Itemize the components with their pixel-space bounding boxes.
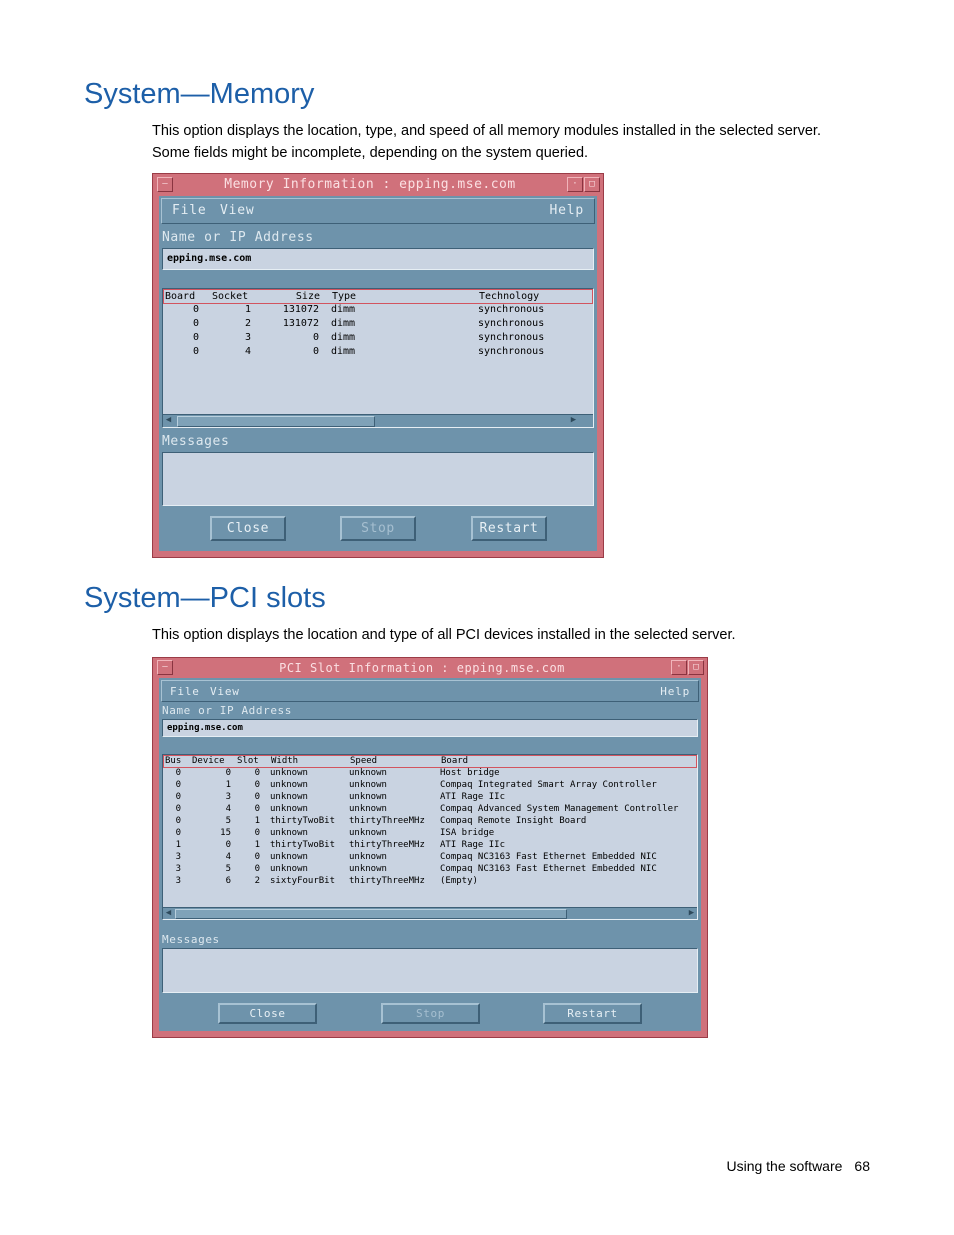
col-socket: Socket <box>212 291 249 302</box>
table-row[interactable] <box>163 768 697 780</box>
table-cell: 0 <box>254 804 260 814</box>
table-cell: Compaq Remote Insight Board <box>440 816 587 826</box>
minimize-icon[interactable]: · <box>671 660 687 675</box>
table-cell: 2 <box>254 876 260 886</box>
table-row[interactable] <box>163 804 697 816</box>
table-cell: unknown <box>270 864 308 874</box>
table-cell: unknown <box>349 852 387 862</box>
section-title-pci: System—PCI slots <box>84 582 326 614</box>
table-cell: ATI Rage IIc <box>440 840 506 850</box>
address-label: Name or IP Address <box>162 704 293 717</box>
table-cell: 1 <box>225 780 231 790</box>
close-button[interactable]: Close <box>218 1003 317 1024</box>
table-cell: unknown <box>270 792 308 802</box>
horizontal-scrollbar[interactable] <box>163 414 593 427</box>
table-cell: 1 <box>175 840 181 850</box>
table-row[interactable] <box>163 840 697 852</box>
pci-device-list[interactable] <box>162 754 698 920</box>
col-board: Board <box>441 756 469 766</box>
table-row[interactable]: 0 3 0 dimm synchronous <box>192 332 545 343</box>
table-cell: Host bridge <box>440 768 500 778</box>
table-cell: thirtyThreeMHz <box>349 840 425 850</box>
stop-button[interactable]: Stop <box>381 1003 480 1024</box>
table-cell: 4 <box>225 852 231 862</box>
table-cell: 0 <box>175 804 181 814</box>
table-row[interactable] <box>163 876 697 888</box>
intro-paragraph-pci: This option displays the location and type of all PCI devices installed in the selected server. <box>152 627 736 643</box>
scroll-left-icon[interactable]: ◀ <box>165 908 172 918</box>
table-cell: thirtyThreeMHz <box>349 876 425 886</box>
table-cell: 0 <box>175 780 181 790</box>
table-cell: thirtyThreeMHz <box>349 816 425 826</box>
scroll-left-icon[interactable]: ◀ <box>165 415 172 425</box>
table-cell: 0 <box>254 792 260 802</box>
table-cell: thirtyTwoBit <box>270 840 336 850</box>
col-width: Width <box>271 756 299 766</box>
scroll-right-icon[interactable]: ▶ <box>688 908 695 918</box>
table-cell: 1 <box>254 840 260 850</box>
col-speed: Speed <box>350 756 378 766</box>
table-cell: 0 <box>254 852 260 862</box>
table-cell: 4 <box>225 804 231 814</box>
table-cell: unknown <box>270 852 308 862</box>
table-row[interactable] <box>163 792 697 804</box>
table-cell: unknown <box>349 804 387 814</box>
table-cell: 15 <box>220 828 231 838</box>
table-cell: 0 <box>225 768 231 778</box>
messages-label: Messages <box>162 933 220 946</box>
address-label: Name or IP Address <box>162 230 314 245</box>
table-cell: 0 <box>225 840 231 850</box>
list-header <box>163 289 593 304</box>
table-cell: unknown <box>349 864 387 874</box>
menu-file[interactable]: File <box>172 203 207 218</box>
table-cell: 3 <box>175 852 181 862</box>
menu-help[interactable]: Help <box>549 203 584 218</box>
menu-bar <box>161 198 595 224</box>
table-cell: unknown <box>270 780 308 790</box>
table-row[interactable] <box>163 864 697 876</box>
pci-slot-information-window <box>152 657 708 1038</box>
col-bus: Bus <box>165 756 182 766</box>
col-type: Type <box>332 291 357 302</box>
page-number: 68 <box>854 1158 870 1174</box>
table-cell: 3 <box>175 864 181 874</box>
page-footer <box>726 1158 870 1174</box>
title-bar[interactable] <box>153 174 603 196</box>
window-body <box>159 196 597 551</box>
stop-button[interactable]: Stop <box>340 516 416 541</box>
list-header <box>163 755 697 768</box>
table-cell: 0 <box>254 864 260 874</box>
table-cell: unknown <box>270 768 308 778</box>
table-cell: Compaq Integrated Smart Array Controller <box>440 780 657 790</box>
restart-button[interactable]: Restart <box>471 516 547 541</box>
intro-line-1: This option displays the location, type, and speed of all memory modules installed in the selected server. <box>152 123 821 139</box>
window-menu-icon[interactable]: — <box>157 660 173 675</box>
table-cell: 0 <box>254 768 260 778</box>
table-cell: 0 <box>254 828 260 838</box>
table-cell: 0 <box>175 816 181 826</box>
footer-section: Using the software <box>726 1158 843 1174</box>
table-cell: 5 <box>225 816 231 826</box>
menu-view[interactable]: View <box>220 203 255 218</box>
table-row[interactable]: 0 2 131072 dimm synchronous <box>192 318 545 329</box>
maximize-icon[interactable]: □ <box>688 660 704 675</box>
table-cell: 0 <box>254 780 260 790</box>
table-cell: 0 <box>175 792 181 802</box>
menu-file[interactable]: File <box>170 685 200 698</box>
messages-label: Messages <box>162 434 230 449</box>
table-row[interactable] <box>163 816 697 828</box>
table-cell: 6 <box>225 876 231 886</box>
table-cell: thirtyTwoBit <box>270 816 336 826</box>
table-cell: (Empty) <box>440 876 478 886</box>
col-slot: Slot <box>237 756 259 766</box>
address-input[interactable]: epping.mse.com <box>162 719 698 737</box>
window-title: Memory Information : epping.mse.com <box>224 177 516 192</box>
horizontal-scrollbar[interactable] <box>163 907 697 919</box>
table-cell: Compaq Advanced System Management Controller <box>440 804 679 814</box>
table-cell: unknown <box>270 828 308 838</box>
table-cell: 0 <box>175 768 181 778</box>
minimize-icon[interactable]: · <box>567 177 583 192</box>
table-row[interactable]: 0 1 131072 dimm synchronous <box>192 304 545 315</box>
maximize-icon[interactable]: □ <box>584 177 600 192</box>
window-body <box>159 678 701 1031</box>
table-cell: 3 <box>175 876 181 886</box>
memory-information-window <box>152 173 604 558</box>
table-cell: unknown <box>349 828 387 838</box>
table-cell: ATI Rage IIc <box>440 792 506 802</box>
table-cell: 3 <box>225 792 231 802</box>
table-cell: Compaq NC3163 Fast Ethernet Embedded NIC <box>440 864 657 874</box>
table-cell: unknown <box>349 780 387 790</box>
table-cell: sixtyFourBit <box>270 876 336 886</box>
table-cell: 5 <box>225 864 231 874</box>
scroll-thumb[interactable] <box>177 416 375 427</box>
col-board: Board <box>165 291 196 302</box>
col-device: Device <box>192 756 225 766</box>
menu-bar <box>161 680 699 702</box>
table-cell: ISA bridge <box>440 828 495 838</box>
intro-line-2: Some fields might be incomplete, depending on the system queried. <box>152 145 589 161</box>
section-title-memory: System—Memory <box>84 78 315 110</box>
table-row[interactable]: 0 4 0 dimm synchronous <box>192 346 545 357</box>
table-row[interactable] <box>163 828 697 840</box>
menu-view[interactable]: View <box>210 685 240 698</box>
table-cell: unknown <box>349 768 387 778</box>
title-bar[interactable] <box>153 658 707 678</box>
window-menu-icon[interactable]: — <box>157 177 173 192</box>
menu-help[interactable]: Help <box>660 685 690 698</box>
scroll-right-icon[interactable]: ▶ <box>570 415 577 425</box>
intro-paragraph-memory <box>152 120 821 164</box>
messages-box[interactable] <box>162 948 698 993</box>
close-button[interactable]: Close <box>210 516 286 541</box>
col-technology: Technology <box>479 291 540 302</box>
window-title: PCI Slot Information : epping.mse.com <box>279 661 565 675</box>
table-row[interactable] <box>163 852 697 864</box>
memory-module-list[interactable] <box>162 288 594 428</box>
table-cell: 1 <box>254 816 260 826</box>
table-row[interactable] <box>163 780 697 792</box>
messages-box[interactable] <box>162 452 594 506</box>
scroll-thumb[interactable] <box>175 909 567 919</box>
table-cell: Compaq NC3163 Fast Ethernet Embedded NIC <box>440 852 657 862</box>
table-cell: 0 <box>175 828 181 838</box>
restart-button[interactable]: Restart <box>543 1003 642 1024</box>
table-cell: unknown <box>349 792 387 802</box>
address-input[interactable]: epping.mse.com <box>162 248 594 270</box>
col-size: Size <box>295 291 320 302</box>
table-cell: unknown <box>270 804 308 814</box>
